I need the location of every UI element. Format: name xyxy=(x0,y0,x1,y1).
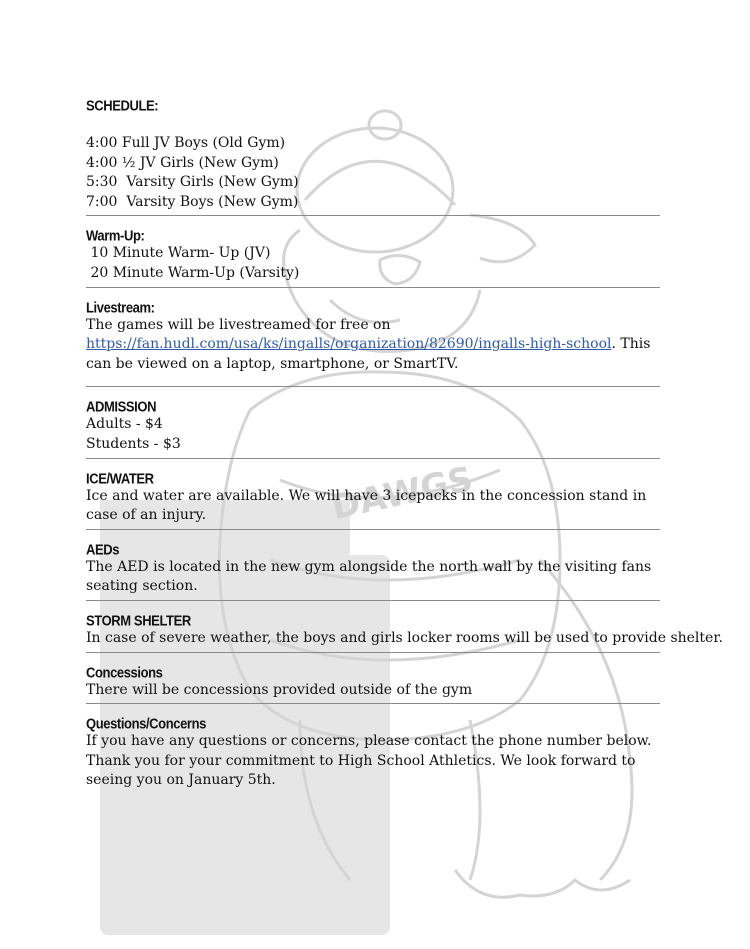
section-divider xyxy=(86,287,660,288)
aeds-section xyxy=(86,540,666,597)
section-divider xyxy=(86,600,660,601)
livestream-text xyxy=(86,316,666,375)
watermark-text: DAWGS xyxy=(328,459,477,529)
schedule-item: 4:00 ½ JV Girls (New Gym) xyxy=(86,154,279,171)
storm-shelter-section xyxy=(86,611,723,649)
schedule-list xyxy=(86,134,666,212)
ice-water-text: Ice and water are available. We will have 3 icepacks in the concession stand in case of an injury. xyxy=(86,487,647,524)
schedule-heading: SCHEDULE: xyxy=(86,97,159,114)
livestream-section xyxy=(86,298,666,375)
schedule-item: 7:00 Varsity Boys (New Gym) xyxy=(86,193,299,210)
section-divider xyxy=(86,703,660,704)
warmup-item: 20 Minute Warm-Up (Varsity) xyxy=(86,264,300,281)
admission-section xyxy=(86,397,666,454)
section-divider xyxy=(86,386,660,387)
storm-shelter-heading: STORM SHELTER xyxy=(86,612,191,629)
aeds-text: The AED is located in the new gym alongside the north wall by the visiting fans seating section. xyxy=(86,558,652,595)
section-divider xyxy=(86,215,660,216)
warmup-section xyxy=(86,226,666,283)
questions-section xyxy=(86,714,666,791)
storm-shelter-text: In case of severe weather, the boys and girls locker rooms will be used to provide shelter. xyxy=(86,629,723,646)
livestream-text-before: The games will be livestreamed for free on xyxy=(86,316,391,333)
admission-item: Students - $3 xyxy=(86,435,181,452)
concessions-section xyxy=(86,663,666,701)
questions-text: If you have any questions or concerns, please contact the phone number below. Thank you for your commitment to High School Athletics. We look forward to seeing you on January 5th. xyxy=(86,733,652,789)
document-body xyxy=(86,96,723,791)
livestream-text-after: . This can be viewed on a laptop, smartphone, or SmartTV. xyxy=(86,336,651,372)
schedule-section xyxy=(86,96,666,212)
livestream-heading: Livestream: xyxy=(86,298,155,316)
concessions-heading: Concessions xyxy=(86,663,163,681)
admission-item: Adults - $4 xyxy=(86,416,163,433)
questions-heading: Questions/Concerns xyxy=(86,715,206,733)
admission-heading: ADMISSION xyxy=(86,398,157,416)
livestream-link[interactable]: https://fan.hudl.com/usa/ks/ingalls/organization/82690/ingalls-high-school xyxy=(86,336,612,353)
section-divider xyxy=(86,652,660,653)
warmup-heading: Warm-Up: xyxy=(86,227,145,245)
schedule-item: 5:30 Varsity Girls (New Gym) xyxy=(86,174,299,191)
ice-water-heading: ICE/WATER xyxy=(86,469,154,487)
schedule-item: 4:00 Full JV Boys (Old Gym) xyxy=(86,135,286,151)
warmup-item: 10 Minute Warm- Up (JV) xyxy=(86,245,271,262)
concessions-text: There will be concessions provided outside of the gym xyxy=(86,681,473,698)
section-divider xyxy=(86,458,660,459)
ice-water-section xyxy=(86,469,666,526)
section-divider xyxy=(86,529,660,530)
aeds-heading: AEDs xyxy=(86,540,120,558)
